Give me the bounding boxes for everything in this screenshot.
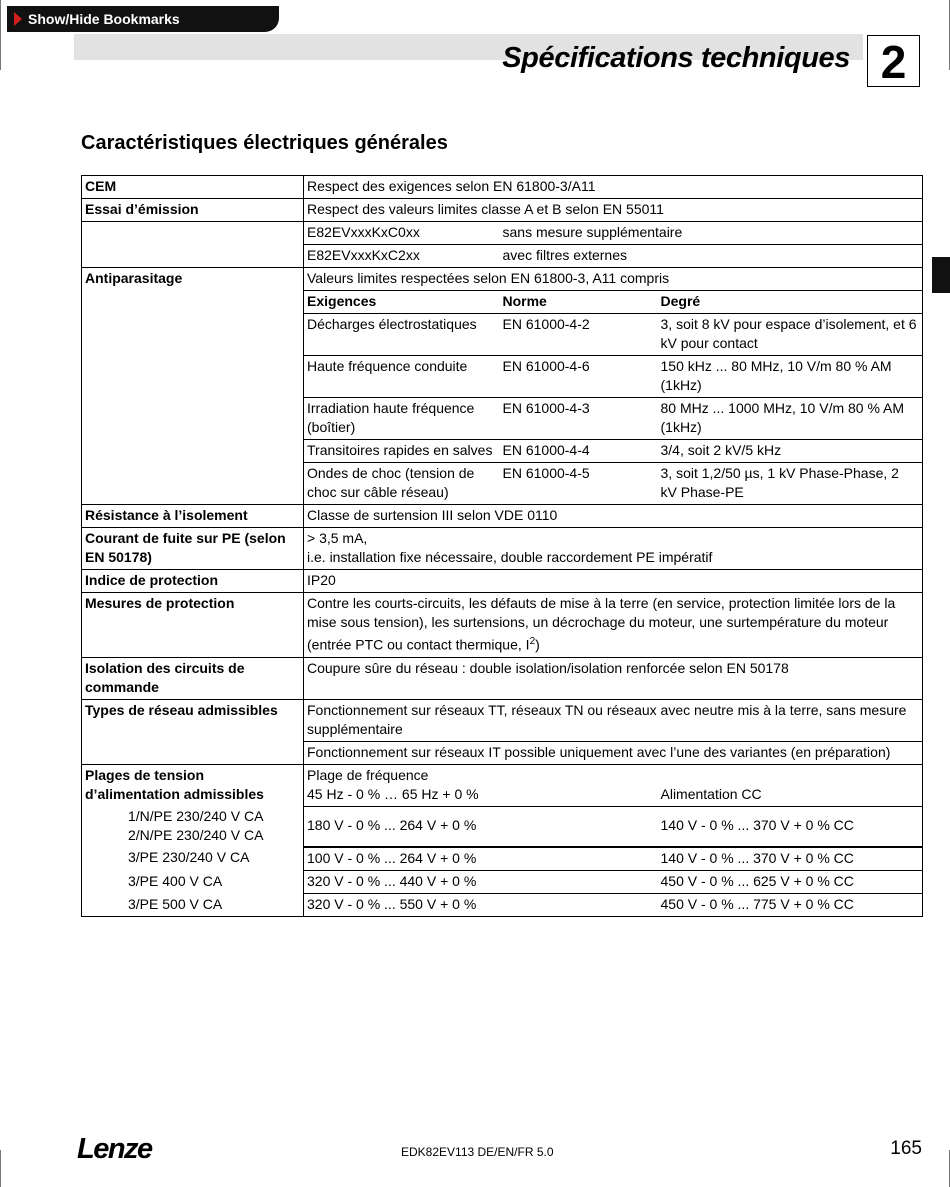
network-type: 3/PE 230/240 V CA [82,847,304,871]
table-row [82,528,923,570]
table-row [82,806,923,847]
row-label: CEM [82,176,304,199]
show-hide-bookmarks-button[interactable] [7,6,279,32]
table-row [82,657,923,699]
table-row [82,199,923,222]
row-value: Fonctionnement sur réseaux IT possible uniquement avec l’une des variantes (en préparation) [304,741,923,764]
table-row [82,764,923,806]
header-exigences: Exigences [304,291,500,314]
section-title: Caractéristiques électriques générales [81,132,448,154]
table-row [82,176,923,199]
freq-range: 45 Hz - 0 % … 65 Hz + 0 % [307,785,479,802]
model-desc: avec filtres externes [500,245,923,268]
network-type: 2/N/PE 230/240 V CA [128,827,264,844]
exigence-cell: Irradiation haute fréquence (boîtier) [304,398,500,440]
degre-cell: 150 kHz ... 80 MHz, 10 V/m 80 % AM (1kHz) [658,356,923,398]
exigence-cell: Ondes de choc (tension de choc sur câble réseau) [304,463,500,505]
exigence-cell: Décharges électrostatiques [304,314,500,356]
leakage-current-note: i.e. installation fixe nécessaire, double raccordement PE impératif [307,549,713,565]
exigence-cell: Haute fréquence conduite [304,356,500,398]
table-row [82,593,923,658]
norme-cell: EN 61000-4-5 [500,463,658,505]
model-code: E82EVxxxKxC0xx [304,222,500,245]
spec-table [81,175,923,917]
table-row [82,222,923,245]
page-edge-left [0,0,1,70]
network-type: 3/PE 500 V CA [82,894,304,917]
network-cell [82,806,304,847]
superscript: 2 [529,636,536,647]
dc-range: 450 V - 0 % ... 625 V + 0 % CC [658,871,923,894]
freq-cell [304,764,658,806]
row-value: IP20 [304,570,923,593]
lenze-logo: Lenze [77,1133,152,1165]
page-edge-left-bottom [0,1150,1,1187]
row-label: Types de réseau admissibles [82,699,304,764]
row-value [304,528,923,570]
bookmarks-label: Show/Hide Bookmarks [28,11,180,27]
table-row [82,699,923,741]
row-label: Mesures de protection [82,593,304,658]
row-label: Antiparasitage [82,268,304,505]
norme-cell: EN 61000-4-2 [500,314,658,356]
ac-range: 320 V - 0 % ... 550 V + 0 % [304,894,658,917]
freq-label: Plage de fréquence [307,766,429,783]
triangle-right-icon [14,12,22,26]
table-row [82,268,923,291]
document-id: EDK82EV113 DE/EN/FR 5.0 [401,1145,554,1159]
protection-tail: ) [535,636,540,653]
ac-range: 180 V - 0 % ... 264 V + 0 % [304,806,658,847]
row-label: Indice de protection [82,570,304,593]
page-title: Spécifications techniques [502,42,850,74]
ac-range: 320 V - 0 % ... 440 V + 0 % [304,871,658,894]
row-value: Respect des valeurs limites classe A et B selon EN 55011 [304,199,923,222]
page-number: 165 [890,1138,922,1159]
model-desc: sans mesure supplémentaire [500,222,923,245]
dc-range: 140 V - 0 % ... 370 V + 0 % CC [658,806,923,847]
row-value: Coupure sûre du réseau : double isolation/isolation renforcée selon EN 50178 [304,657,923,699]
dc-range: 140 V - 0 % ... 370 V + 0 % CC [658,847,923,871]
row-label: Isolation des circuits de commande [82,657,304,699]
empty-cell [82,222,304,268]
degre-cell: 3, soit 8 kV pour espace d’isolement, et 6 kV pour contact [658,314,923,356]
exigence-cell: Transitoires rapides en salves [304,440,500,463]
row-value: Classe de surtension III selon VDE 0110 [304,505,923,528]
row-label: Essai d’émission [82,199,304,222]
table-row [82,505,923,528]
dc-range: 450 V - 0 % ... 775 V + 0 % CC [658,894,923,917]
thumb-index-mark [932,257,950,293]
row-label: Plages de tension d’alimentation admissibles [82,764,304,806]
row-label: Résistance à l’isolement [82,505,304,528]
table-row [82,871,923,894]
degre-cell: 80 MHz ... 1000 MHz, 10 V/m 80 % AM (1kHz) [658,398,923,440]
dc-label: Alimentation CC [658,764,923,806]
degre-cell: 3/4, soit 2 kV/5 kHz [658,440,923,463]
row-label: Courant de fuite sur PE (selon EN 50178) [82,528,304,570]
header-norme: Norme [500,291,658,314]
row-value [304,593,923,658]
degre-cell: 3, soit 1,2/50 µs, 1 kV Phase-Phase, 2 kV Phase-PE [658,463,923,505]
row-value: Respect des exigences selon EN 61800-3/A11 [304,176,923,199]
network-type: 3/PE 400 V CA [82,871,304,894]
ac-range: 100 V - 0 % ... 264 V + 0 % [304,847,658,871]
table-row [82,847,923,871]
norme-cell: EN 61000-4-6 [500,356,658,398]
norme-cell: EN 61000-4-3 [500,398,658,440]
row-value: Valeurs limites respectées selon EN 61800-3, A11 compris [304,268,923,291]
network-type: 1/N/PE 230/240 V CA [128,808,264,825]
norme-cell: EN 61000-4-4 [500,440,658,463]
table-row [82,894,923,917]
table-row [82,570,923,593]
row-value: Fonctionnement sur réseaux TT, réseaux TN ou réseaux avec neutre mis à la terre, sans mesure supplémentaire [304,699,923,741]
leakage-current-value: > 3,5 mA, [307,530,368,546]
model-code: E82EVxxxKxC2xx [304,245,500,268]
header-degre: Degré [658,291,923,314]
chapter-number: 2 [867,35,920,87]
protection-text: Contre les courts-circuits, les défauts de mise à la terre (en service, protection limitée lors de la mise sous tension), les surtensions, un décrochage du moteur, une surtempérature du moteur (entrée PTC ou contact thermique, I [307,595,896,653]
